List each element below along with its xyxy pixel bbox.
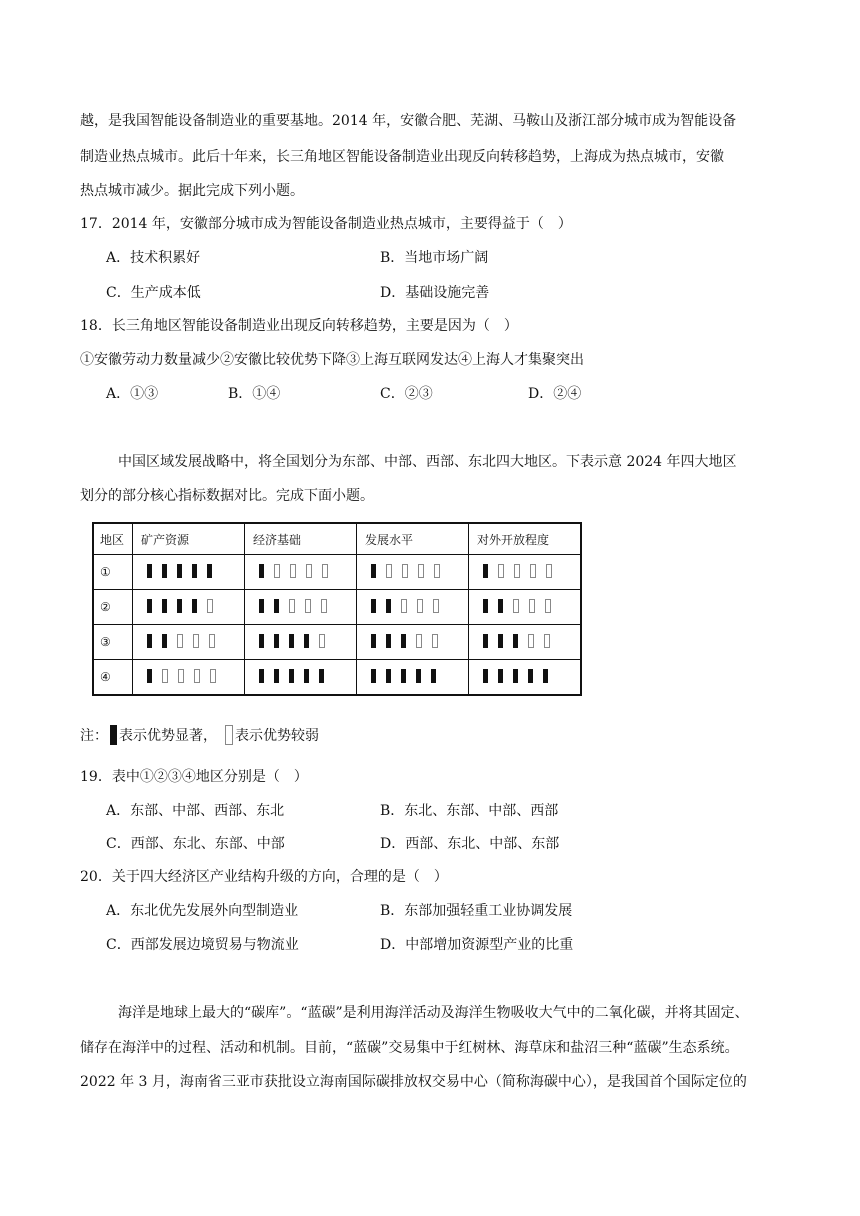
weak-bar [178, 669, 184, 683]
strong-bar [259, 669, 264, 683]
passage-line: 热点城市减少。据此完成下列小题。 [80, 183, 304, 199]
indicator-bars [259, 669, 324, 683]
strong-bar [498, 634, 503, 648]
strong-bar [483, 564, 488, 578]
region-label: ② [93, 590, 133, 625]
indicator-bars [371, 669, 436, 683]
weak-bar [274, 564, 280, 578]
table-row [93, 625, 581, 660]
strong-bar [147, 634, 152, 648]
strong-bar [192, 564, 197, 578]
q17-option-b: B．当地市场广阔 [380, 250, 489, 266]
region-label: ④ [93, 660, 133, 696]
strong-bar [259, 599, 264, 613]
strong-bar [147, 564, 152, 578]
strong-bar [401, 669, 406, 683]
weak-bar [289, 599, 295, 613]
weak-bar [546, 564, 552, 578]
strong-bar [498, 669, 503, 683]
strong-bar [304, 634, 309, 648]
strong-bar [274, 634, 279, 648]
strong-bar [162, 599, 167, 613]
strong-bar [371, 634, 376, 648]
table-header: 矿产资源 [133, 523, 245, 555]
indicator-bars [147, 564, 212, 578]
passage-line: 划分的部分核心指标数据对比。完成下面小题。 [80, 488, 374, 504]
q20-option-a: A．东北优先发展外向型制造业 [106, 903, 299, 919]
strong-bar [513, 634, 518, 648]
strong-bar [498, 599, 503, 613]
indicator-bars [147, 634, 215, 648]
indicator-bars [483, 564, 552, 578]
weak-bar [401, 599, 407, 613]
passage-line: 2022 年 3 月，海南省三亚市获批设立海南国际碳排放权交易中心（简称海碳中心），是我国首个国际定位的 [80, 1074, 747, 1090]
strong-bar [371, 564, 376, 578]
weak-bar [433, 599, 439, 613]
q18-option-c: C．②③ [380, 386, 433, 402]
weak-bar [386, 564, 392, 578]
q19-option-c: C．西部、东北、东部、中部 [106, 836, 285, 852]
note-weak-text: 表示优势较弱 [235, 728, 319, 744]
region-indicator-table [92, 522, 582, 696]
indicator-bars [371, 634, 438, 648]
strong-bar [401, 634, 406, 648]
strong-bar [371, 669, 376, 683]
strong-bar [274, 669, 279, 683]
weak-bar [528, 634, 534, 648]
weak-bar [514, 564, 520, 578]
region-label: ① [93, 555, 133, 590]
weak-bar-legend-icon [225, 725, 233, 745]
weak-bar [432, 634, 438, 648]
weak-bar [322, 564, 328, 578]
strong-bar [289, 669, 294, 683]
q19-option-a: A．东部、中部、西部、东北 [106, 803, 285, 819]
weak-bar [207, 599, 213, 613]
q20-option-c: C．西部发展边境贸易与物流业 [106, 937, 299, 953]
strong-bar [513, 669, 518, 683]
strong-bar [162, 564, 167, 578]
strong-bar [147, 599, 152, 613]
q19-option-b: B．东北、东部、中部、西部 [380, 803, 559, 819]
q17-option-d: D．基础设施完善 [380, 285, 490, 301]
table-header: 地区 [93, 523, 133, 555]
indicator-bars [259, 599, 327, 613]
weak-bar [194, 669, 200, 683]
weak-bar [544, 634, 550, 648]
region-label: ③ [93, 625, 133, 660]
question-18-statements: ①安徽劳动力数量减少②安徽比较优势下降③上海互联网发达④上海人才集聚突出 [80, 352, 584, 368]
weak-bar [416, 634, 422, 648]
passage-line: 中国区域发展战略中，将全国划分为东部、中部、西部、东北四大地区。下表示意 2024 年四大地区 [118, 454, 737, 470]
strong-bar [543, 669, 548, 683]
q17-option-a: A．技术积累好 [106, 250, 201, 266]
strong-bar [431, 669, 436, 683]
q18-option-a: A．①③ [106, 386, 159, 402]
strong-bar [147, 669, 152, 683]
strong-bar [289, 634, 294, 648]
weak-bar [418, 564, 424, 578]
note-strong-text: 表示优势显著， [119, 728, 217, 744]
indicator-bars [371, 599, 439, 613]
q20-option-d: D．中部增加资源型产业的比重 [380, 937, 574, 953]
strong-bar [416, 669, 421, 683]
table-header: 经济基础 [245, 523, 357, 555]
weak-bar [209, 634, 215, 648]
question-19-stem: 19．表中①②③④地区分别是（ ） [80, 769, 308, 785]
strong-bar [259, 564, 264, 578]
weak-bar [417, 599, 423, 613]
strong-bar [371, 599, 376, 613]
passage-line: 储存在海洋中的过程、活动和机制。目前，“蓝碳”交易集中于红树林、海草床和盐沼三种“蓝碳”生态系统。 [80, 1040, 739, 1056]
weak-bar [306, 564, 312, 578]
weak-bar [319, 634, 325, 648]
indicator-bars [483, 634, 550, 648]
strong-bar [259, 634, 264, 648]
weak-bar [434, 564, 440, 578]
strong-bar [162, 634, 167, 648]
weak-bar [529, 599, 535, 613]
strong-bar-legend-icon [110, 725, 117, 745]
indicator-bars [483, 599, 551, 613]
strong-bar [177, 599, 182, 613]
weak-bar [305, 599, 311, 613]
table-row [93, 590, 581, 625]
question-18-stem: 18．长三角地区智能设备制造业出现反向转移趋势，主要是因为（ ） [80, 318, 518, 334]
strong-bar [177, 564, 182, 578]
strong-bar [319, 669, 324, 683]
weak-bar [177, 634, 183, 648]
q17-option-c: C．生产成本低 [106, 285, 201, 301]
indicator-bars [147, 669, 216, 683]
strong-bar [483, 669, 488, 683]
strong-bar [386, 634, 391, 648]
strong-bar [192, 599, 197, 613]
q20-option-b: B．东部加强轻重工业协调发展 [380, 903, 573, 919]
weak-bar [402, 564, 408, 578]
weak-bar [210, 669, 216, 683]
strong-bar [483, 599, 488, 613]
q18-option-b: B．①④ [228, 386, 281, 402]
strong-bar [304, 669, 309, 683]
indicator-bars [259, 634, 325, 648]
strong-bar [274, 599, 279, 613]
table-row [93, 555, 581, 590]
q19-option-d: D．西部、东北、中部、东部 [380, 836, 560, 852]
question-20-stem: 20．关于四大经济区产业结构升级的方向，合理的是（ ） [80, 869, 448, 885]
indicator-bars [483, 669, 548, 683]
q18-option-d: D．②④ [528, 386, 582, 402]
indicator-bars [147, 599, 213, 613]
passage-line: 海洋是地球上最大的“碳库”。“蓝碳”是利用海洋活动及海洋生物吸收大气中的二氧化碳，并将其固定、 [118, 1005, 749, 1021]
weak-bar [545, 599, 551, 613]
strong-bar [483, 634, 488, 648]
indicator-bars [371, 564, 440, 578]
passage-line: 制造业热点城市。此后十年来，长三角地区智能设备制造业出现反向转移趋势，上海成为热点城市，安徽 [80, 149, 724, 165]
table-note [80, 725, 319, 745]
strong-bar [386, 599, 391, 613]
table-header: 对外开放程度 [469, 523, 582, 555]
question-17-stem: 17．2014 年，安徽部分城市成为智能设备制造业热点城市，主要得益于（ ） [80, 216, 572, 232]
note-prefix: 注： [80, 728, 108, 744]
table-header: 发展水平 [357, 523, 469, 555]
indicator-bars [259, 564, 328, 578]
strong-bar [528, 669, 533, 683]
weak-bar [513, 599, 519, 613]
table-row [93, 660, 581, 696]
passage-line: 越，是我国智能设备制造业的重要基地。2014 年，安徽合肥、芜湖、马鞍山及浙江部分城市成为智能设备 [80, 113, 737, 129]
weak-bar [193, 634, 199, 648]
weak-bar [498, 564, 504, 578]
weak-bar [290, 564, 296, 578]
strong-bar [386, 669, 391, 683]
weak-bar [162, 669, 168, 683]
strong-bar [207, 564, 212, 578]
weak-bar [530, 564, 536, 578]
weak-bar [321, 599, 327, 613]
